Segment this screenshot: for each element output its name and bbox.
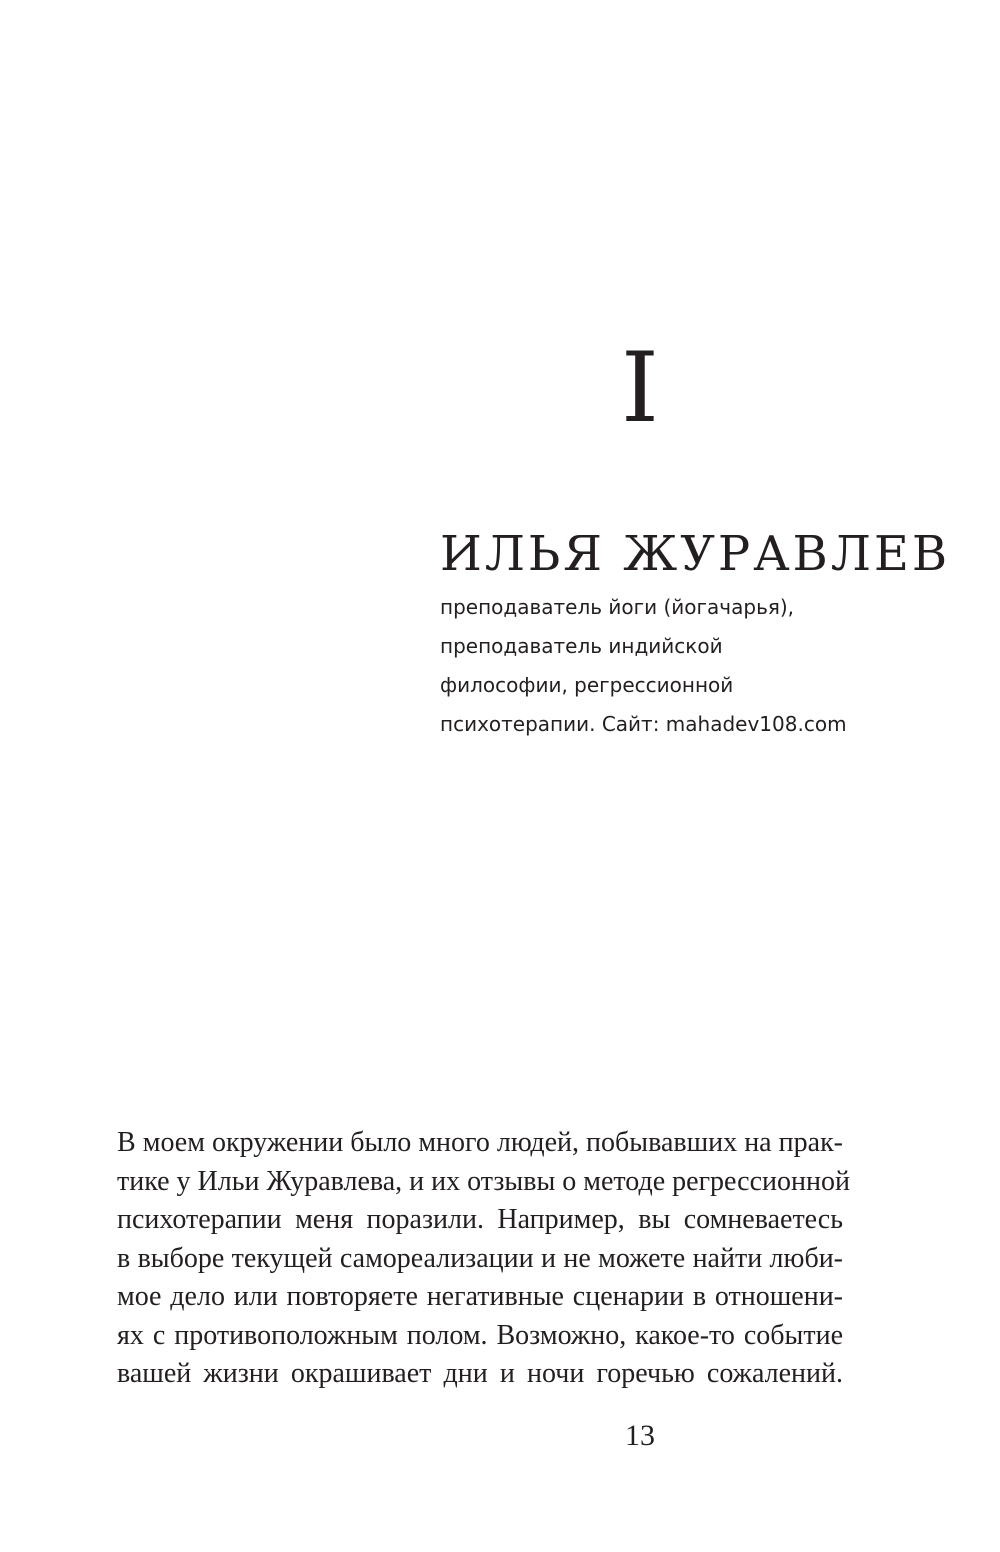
- body-line: тике у Ильи Журавлева, и их отзывы о методе регрессионной: [117, 1165, 850, 1197]
- body-line: вашей жизни окрашивает дни и ночи горечью сожалений.: [117, 1358, 843, 1389]
- chapter-numeral: I: [621, 332, 659, 444]
- author-bio-line: психотерапии. Сайт: mahadev108.com: [440, 712, 847, 736]
- page-number: 13: [625, 1419, 655, 1452]
- author-bio-line: философии, регрессионной: [440, 673, 734, 697]
- body-line: мое дело или повторяете негативные сценарии в отношени-: [117, 1281, 843, 1312]
- body-paragraph: [117, 1124, 850, 1394]
- body-line: В моем окружении было много людей, побывавших на прак-: [117, 1127, 843, 1158]
- author-bio-line: преподаватель йоги (йогачарья),: [440, 595, 795, 619]
- body-line: психотерапии меня поразили. Например, вы сомневаетесь: [117, 1204, 843, 1235]
- body-line: ях с противоположным полом. Возможно, какое-то событие: [117, 1319, 843, 1351]
- body-line: в выборе текущей самореализации и не можете найти люби-: [117, 1242, 843, 1274]
- author-bio-line: преподаватель индийской: [440, 634, 723, 658]
- author-name: ИЛЬЯ ЖУРАВЛЕВ: [440, 526, 951, 582]
- author-bio: [440, 588, 960, 744]
